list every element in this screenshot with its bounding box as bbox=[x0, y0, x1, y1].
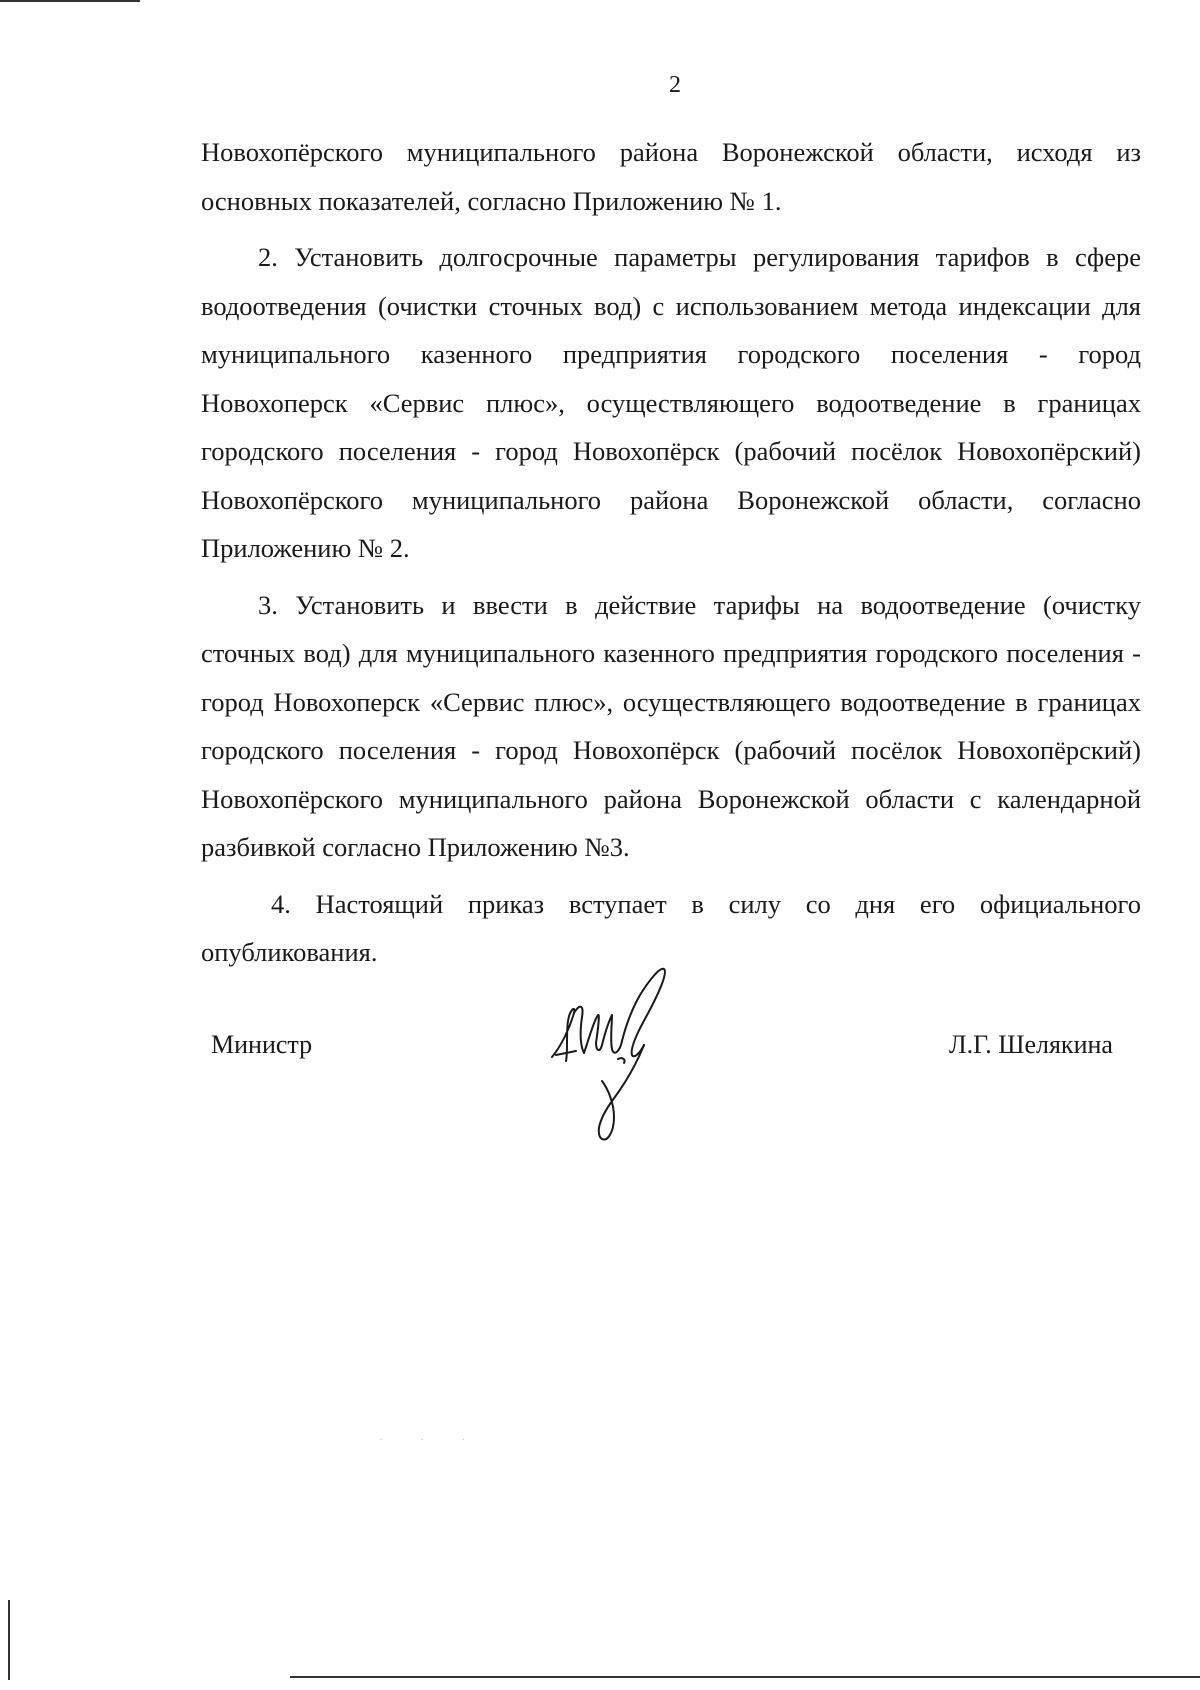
scan-edge-left bbox=[8, 1600, 10, 1680]
scan-edge-top bbox=[0, 0, 140, 2]
scan-artifact: . . . bbox=[380, 1432, 483, 1443]
signatory-name: Л.Г. Шелякина bbox=[949, 1030, 1113, 1059]
paragraph-continuation: Новохопёрского муниципального района Воронежской области, исходя из основных показателей, согласно Приложению № 1. bbox=[201, 137, 1141, 216]
handwritten-signature bbox=[540, 965, 710, 1150]
document-body bbox=[201, 128, 1141, 977]
paragraph-item-4: 4. Настоящий приказ вступает в силу со дня его официального опубликования. bbox=[201, 888, 1141, 967]
signatory-title: Министр bbox=[211, 1030, 313, 1059]
scan-edge-bottom bbox=[290, 1676, 1200, 1678]
paragraph-item-2: 2. Установить долгосрочные параметры регулирования тарифов в сфере водоотведения (очистки сточных вод) с использованием метода индексации для муниципального казенного предприятия городского поселения - город Новохоперск «Сервис плюс», осуществляющего водоотведение в границах городского поселения - город Новохопёрск (рабочий посёлок Новохопёрский) Новохопёрского муниципального района Воронежской области, согласно Приложению № 2. bbox=[201, 242, 1141, 563]
page-number: 2 bbox=[669, 72, 681, 98]
paragraph-item-3: 3. Установить и ввести в действие тарифы на водоотведение (очистку сточных вод) для муниципального казенного предприятия городского поселения - город Новохоперск «Сервис плюс», осуществляющего водоотведение в границах городского поселения - город Новохопёрск (рабочий посёлок Новохопёрский) Новохопёрского муниципального района Воронежской области с календарной разбивкой согласно Приложению №3. bbox=[201, 589, 1141, 862]
